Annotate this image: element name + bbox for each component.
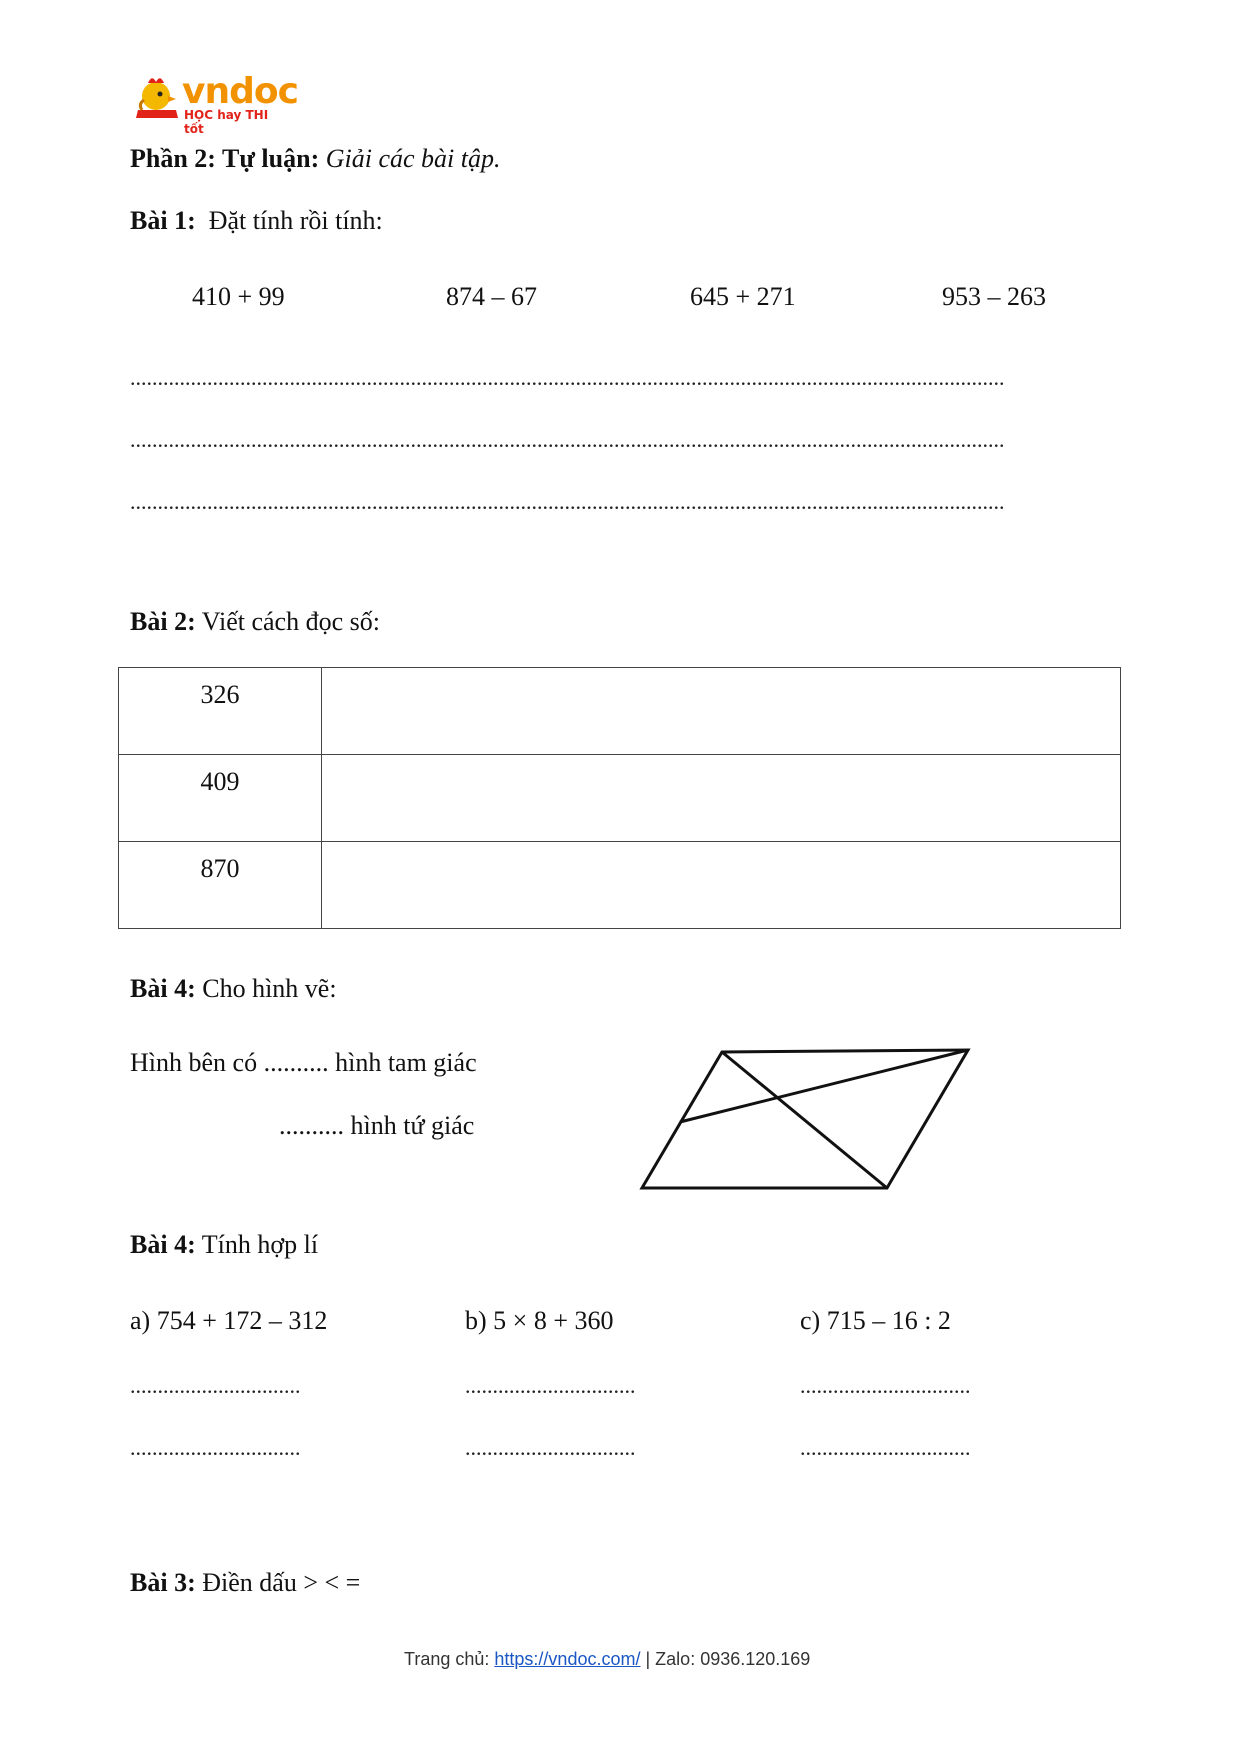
calc-item-b: b) 5 × 8 + 360 [465, 1306, 614, 1335]
calc-c-answer-line-1[interactable]: ............................... [800, 1373, 971, 1398]
homepage-link[interactable]: https://vndoc.com/ [494, 1649, 641, 1669]
bai1-expr-4: 953 – 263 [942, 282, 1046, 311]
table-row [119, 755, 1121, 842]
number-cell: 870 [119, 842, 322, 929]
footer-contact: | Zalo: 0936.120.169 [645, 1649, 811, 1669]
number-cell: 326 [119, 668, 322, 755]
vndoc-logo [130, 71, 298, 136]
reading-answer-cell[interactable] [322, 755, 1121, 842]
bai1-label: Bài 1: [130, 206, 196, 235]
parallelogram-figure [630, 1040, 980, 1200]
reading-answer-cell[interactable] [322, 842, 1121, 929]
bai1-text: Đặt tính rồi tính: [208, 206, 383, 235]
bai2-label: Bài 2: [130, 607, 196, 636]
calc-item-a: a) 754 + 172 – 312 [130, 1306, 328, 1335]
chicken-mascot-icon [130, 74, 182, 124]
bai3-label: Bài 3: [130, 1568, 196, 1597]
table-row [119, 668, 1121, 755]
calc-b-answer-line-2[interactable]: ............................... [465, 1435, 636, 1460]
calc-a-answer-line-2[interactable]: ............................... [130, 1435, 301, 1460]
bai2-heading [130, 606, 380, 638]
bai3-text: Điền dấu > < = [202, 1568, 361, 1597]
quadrilateral-count-line [279, 1110, 474, 1142]
page-footer [404, 1649, 810, 1670]
table-row [119, 842, 1121, 929]
bai1-expr-3: 645 + 271 [690, 282, 796, 311]
bai1-expr-2: 874 – 67 [446, 282, 537, 311]
calc-b-answer-line-1[interactable]: ............................... [465, 1373, 636, 1398]
bai2-text: Viết cách đọc số: [201, 607, 380, 636]
logo-wordmark: vndoc [182, 71, 298, 112]
bai1-expr-1: 410 + 99 [192, 282, 285, 311]
number-cell: 409 [119, 755, 322, 842]
quadrilateral-count-blank[interactable]: .......... [279, 1111, 344, 1140]
bai1-answer-line-3[interactable]: ............................................................................................................................................................... [130, 489, 1005, 514]
bai4-figure-text: Cho hình vẽ: [202, 974, 337, 1003]
calc-a-answer-line-1[interactable]: ............................... [130, 1373, 301, 1398]
logo-tagline: HỌC hay THI tốt [184, 108, 269, 136]
bai3-heading [130, 1567, 360, 1599]
triangle-count-suffix: hình tam giác [335, 1048, 477, 1077]
number-reading-table [118, 667, 1121, 929]
triangle-count-blank[interactable]: .......... [263, 1048, 329, 1077]
bai4-figure-heading [130, 973, 337, 1005]
bai1-answer-line-1[interactable]: ............................................................................................................................................................... [130, 365, 1005, 390]
footer-prefix: Trang chủ: [404, 1649, 490, 1669]
triangle-count-prefix: Hình bên có [130, 1048, 258, 1077]
bai4-calc-text: Tính hợp lí [201, 1230, 319, 1259]
part2-instruction: Giải các bài tập. [325, 144, 501, 173]
bai1-answer-line-2[interactable]: ............................................................................................................................................................... [130, 427, 1005, 452]
bai4-calc-label: Bài 4: [130, 1230, 196, 1259]
bai1-heading [130, 205, 383, 237]
part2-heading [130, 143, 501, 175]
quadrilateral-count-suffix: hình tứ giác [350, 1111, 475, 1140]
calc-c-answer-line-2[interactable]: ............................... [800, 1435, 971, 1460]
calc-item-c: c) 715 – 16 : 2 [800, 1306, 951, 1335]
part2-label: Phần 2: Tự luận: [130, 144, 320, 173]
bai4-figure-label: Bài 4: [130, 974, 196, 1003]
reading-answer-cell[interactable] [322, 668, 1121, 755]
bai4-calc-heading [130, 1229, 318, 1261]
triangle-count-line [130, 1047, 477, 1079]
